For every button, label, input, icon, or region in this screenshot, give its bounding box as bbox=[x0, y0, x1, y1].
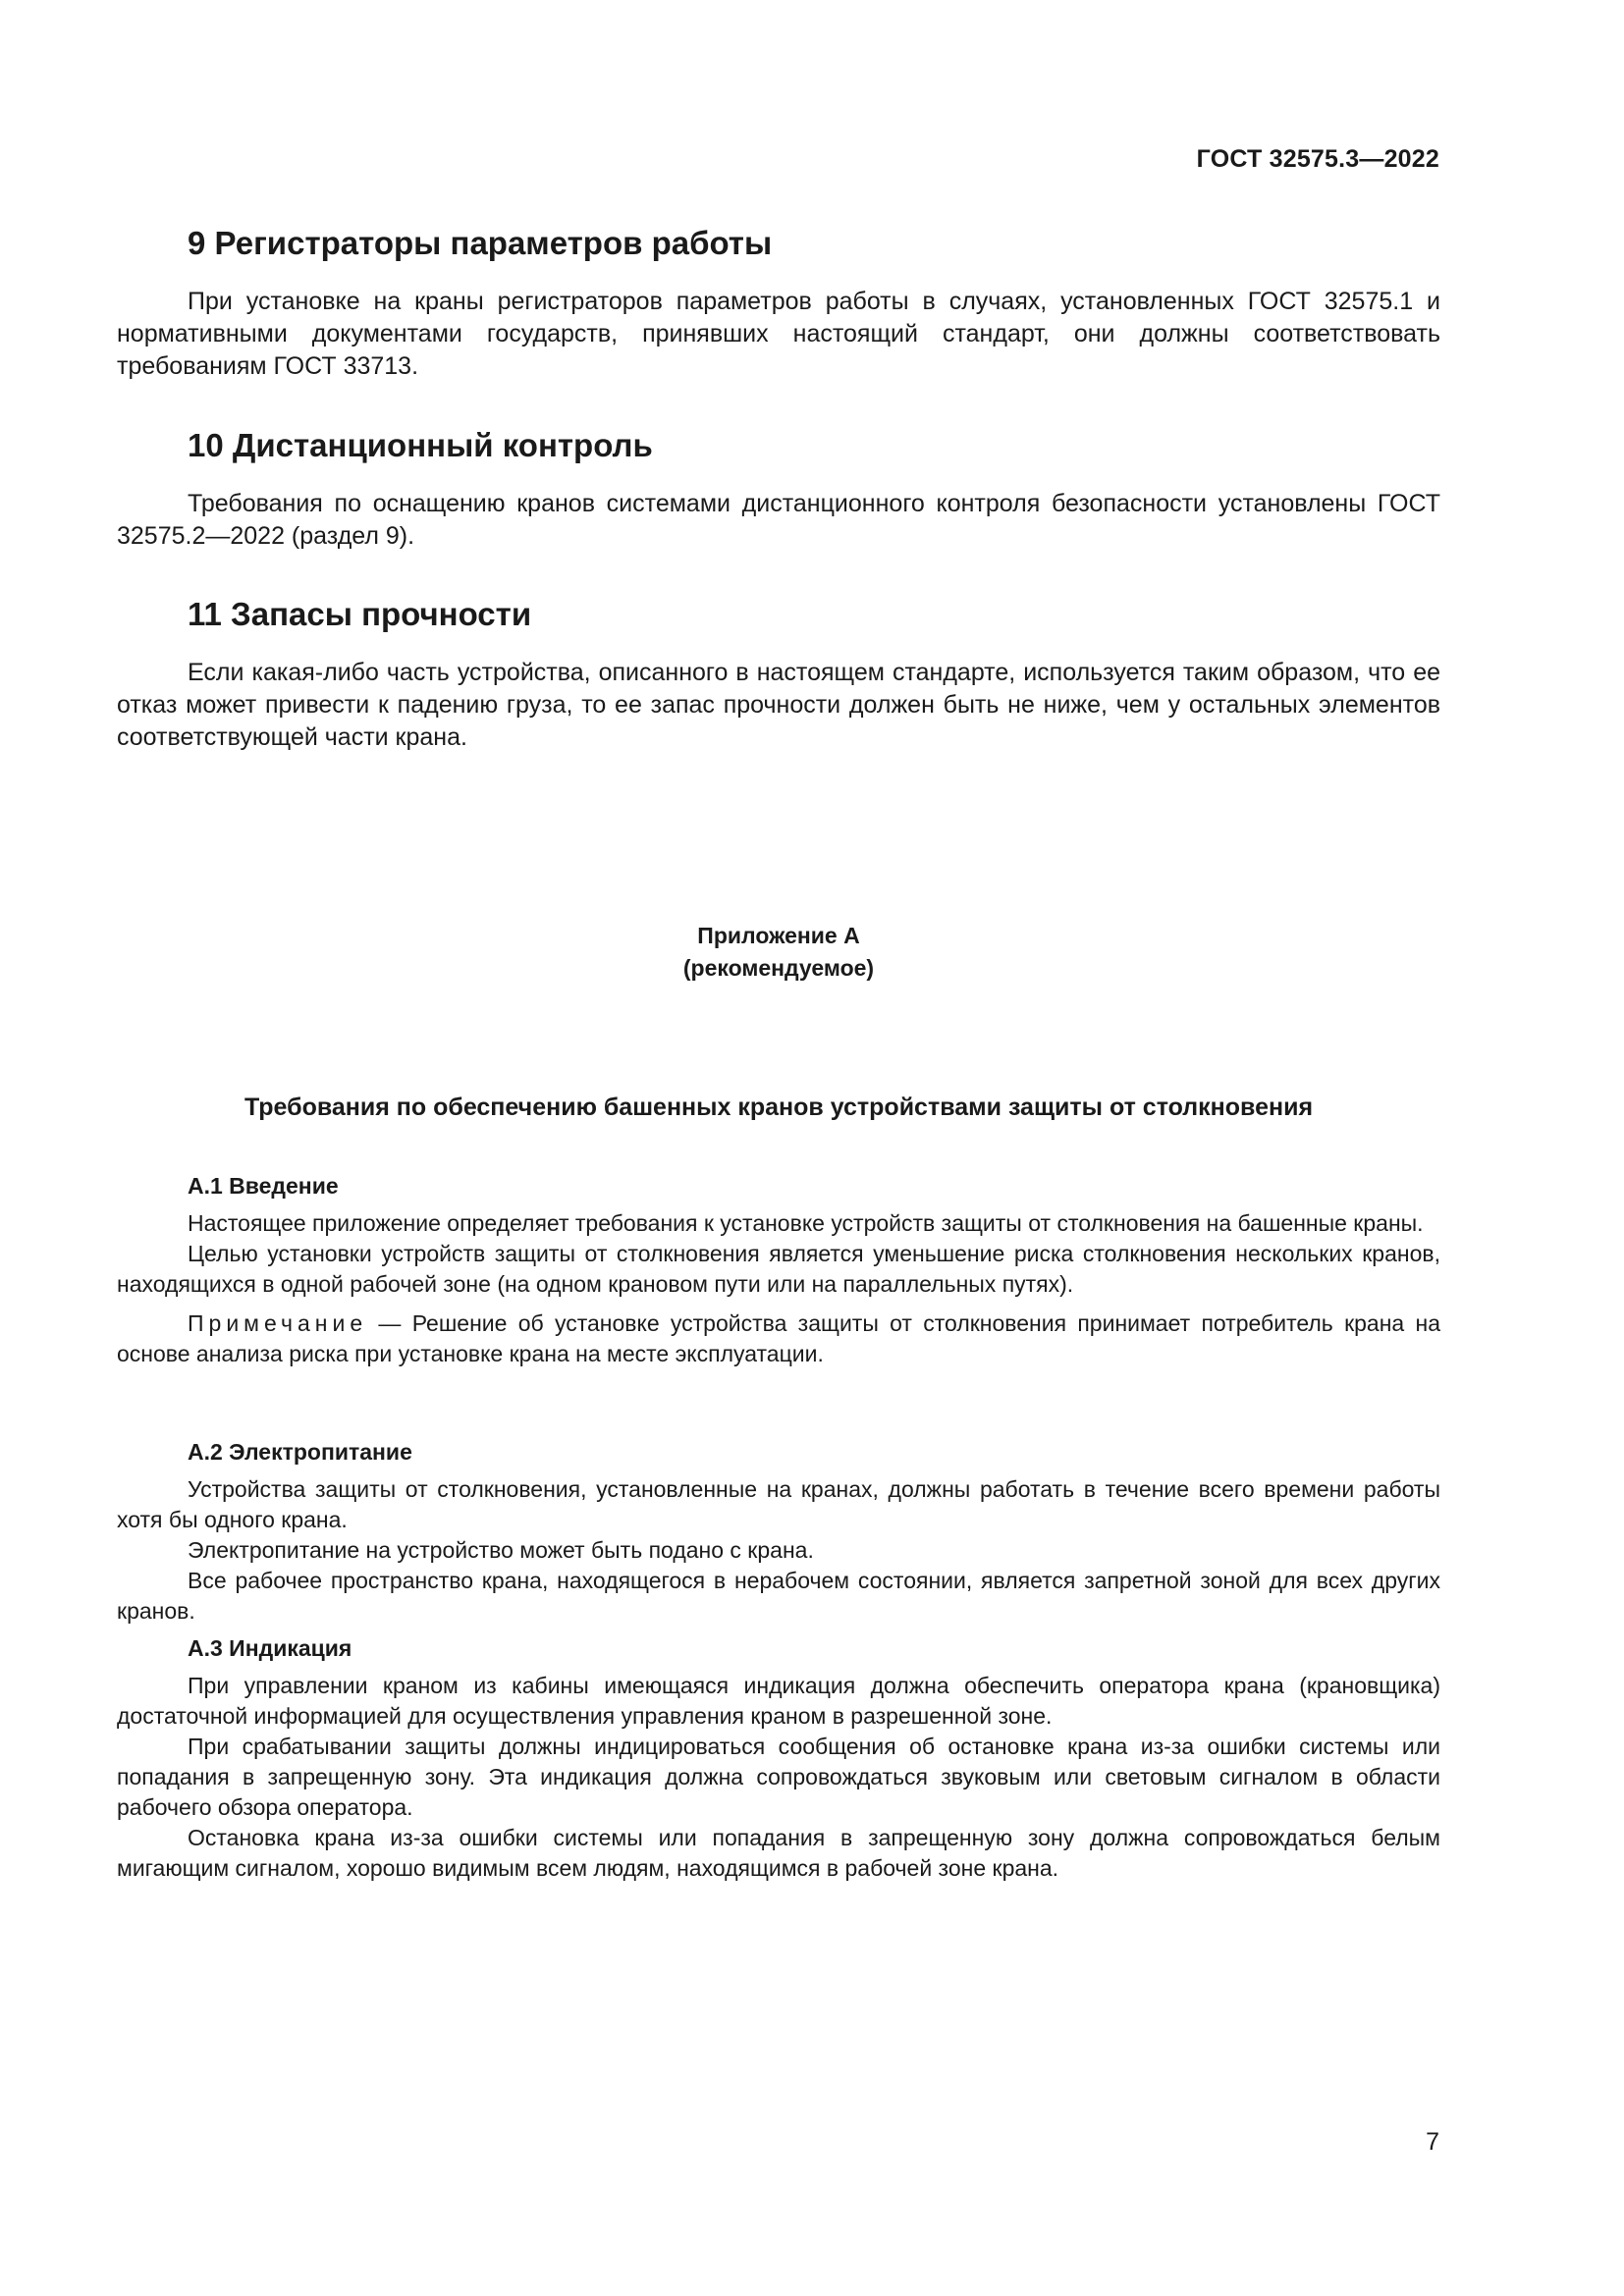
section-9 bbox=[117, 224, 1440, 263]
a2-paragraph-3: Все рабочее пространство крана, находящегося в нерабочем состоянии, является запретной зоной для всех других кранов. bbox=[117, 1568, 1440, 1624]
annex-heading-block bbox=[117, 1092, 1440, 1124]
annex-heading: Требования по обеспечению башенных кранов устройствами защиты от столкновения bbox=[244, 1094, 1314, 1121]
section-11-title: 11 Запасы прочности bbox=[188, 596, 532, 632]
annex-a1 bbox=[117, 1171, 1440, 1369]
section-9-paragraph: При установке на краны регистраторов параметров работы в случаях, установленных ГОСТ 32575.1 и нормативными документами государств, принявших настоящий стандарт, они должны соответствовать требованиям ГОСТ 33713. bbox=[117, 288, 1440, 380]
annex-a2 bbox=[117, 1437, 1440, 1627]
section-9-title: 9 Регистраторы параметров работы bbox=[188, 225, 773, 261]
a2-paragraph-1: Устройства защиты от столкновения, установленные на кранах, должны работать в течение всего времени работы хотя бы одного крана. bbox=[117, 1476, 1440, 1532]
a3-paragraph-1: При управлении краном из кабины имеющаяся индикация должна обеспечить оператора крана (крановщика) достаточной информацией для осуществления управления краном в разрешенной зоне. bbox=[117, 1673, 1440, 1729]
page-number: 7 bbox=[1426, 2128, 1439, 2156]
a1-paragraph-2: Целью установки устройств защиты от столкновения является уменьшение риска столкновения нескольких кранов, находящихся в одной рабочей зоне (на одном крановом пути или на параллельных путях). bbox=[117, 1241, 1440, 1297]
annex-header bbox=[117, 920, 1440, 985]
annex-title: Приложение А bbox=[697, 923, 860, 948]
section-9-body bbox=[117, 286, 1440, 383]
section-10-title: 10 Дистанционный контроль bbox=[188, 427, 653, 463]
a2-paragraph-2: Электропитание на устройство может быть подано с крана. bbox=[188, 1537, 814, 1563]
a2-title: А.2 Электропитание bbox=[188, 1439, 412, 1465]
section-11-paragraph: Если какая-либо часть устройства, описанного в настоящем стандарте, используется таким образом, что ее отказ может привести к падению груза, то ее запас прочности должен быть не ниже, чем у остальных элементов соответствующей части крана. bbox=[117, 659, 1440, 751]
a1-note bbox=[117, 1308, 1440, 1369]
section-11-body bbox=[117, 657, 1440, 754]
a3-paragraph-2: При срабатывании защиты должны индицироваться сообщения об остановке крана из-за ошибки системы или попадания в запрещенную зону. Эта индикация должна сопровождаться звуковым или световым сигналом в области рабочего обзора оператора. bbox=[117, 1734, 1440, 1820]
annex-a3 bbox=[117, 1633, 1440, 1884]
note-label: Примечание bbox=[188, 1310, 368, 1336]
a3-title: А.3 Индикация bbox=[188, 1635, 352, 1661]
section-10-body bbox=[117, 488, 1440, 553]
note-text: — Решение об установке устройства защиты от столкновения принимает потребитель крана на основе анализа риска при установке крана на месте эксплуатации. bbox=[117, 1310, 1440, 1366]
section-10-paragraph: Требования по оснащению кранов системами дистанционного контроля безопасности установлены ГОСТ 32575.2—2022 (раздел 9). bbox=[117, 490, 1440, 550]
document-code: ГОСТ 32575.3—2022 bbox=[1196, 145, 1439, 173]
a1-title: А.1 Введение bbox=[188, 1173, 339, 1199]
a3-paragraph-3: Остановка крана из-за ошибки системы или попадания в запрещенную зону должна сопровождаться белым мигающим сигналом, хорошо видимым всем людям, находящимся в рабочей зоне крана. bbox=[117, 1825, 1440, 1881]
section-11 bbox=[117, 595, 1440, 634]
a1-paragraph-1: Настоящее приложение определяет требования к установке устройств защиты от столкновения на башенные краны. bbox=[188, 1210, 1424, 1236]
section-10 bbox=[117, 426, 1440, 465]
annex-status: (рекомендуемое) bbox=[682, 955, 875, 981]
